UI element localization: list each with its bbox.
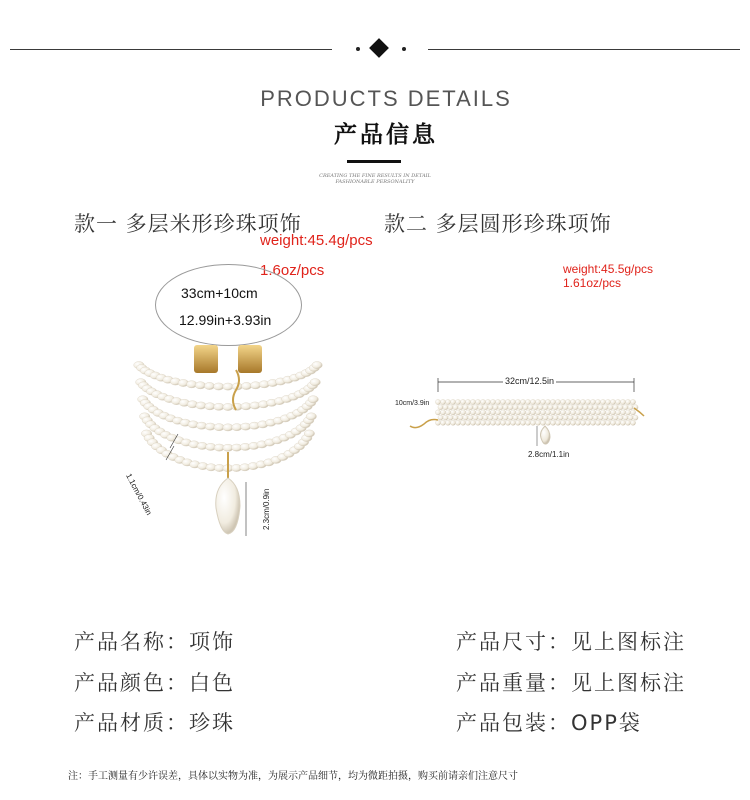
style-1-title: 款一 多层米形珍珠项饰 [74, 212, 302, 236]
style-1-weight: weight:45.4g/pcs [260, 232, 373, 249]
page-title-cn: 产品信息 [334, 122, 438, 148]
header-dot-left [356, 47, 360, 51]
style-1-size-in: 12.99in+3.93in [179, 312, 272, 328]
style-2-pendant-label: 2.8cm/1.1in [528, 450, 570, 459]
footnote: 注：手工测量有少许误差，具体以实物为准，为展示产品细节，均为微距拍摄，购买前请亲们注意尺寸 [68, 771, 518, 782]
style-2-title: 款二 多层圆形珍珠项饰 [384, 212, 612, 236]
style-1-weight-oz: 1.6oz/pcs [260, 262, 325, 279]
style-2-length-label: 32cm/12.5in [505, 376, 555, 386]
style-2-weight-oz: 1.61oz/pcs [563, 276, 622, 290]
spec-size: 产品尺寸：见上图标注 [456, 630, 686, 654]
style-1-width-label: 1.1cm/0.43in [124, 472, 154, 517]
decorative-caption: CREATING THE FINE RESULTS IN DETAIL FASHIONABLE PERSONALITY [319, 173, 431, 185]
style-2-extender-label: 10cm/3.9in [395, 400, 430, 407]
diamond-icon [369, 38, 389, 58]
style-2-weight: weight:45.5g/pcs [563, 262, 654, 276]
size-ellipse [155, 264, 302, 346]
spec-weight: 产品重量：见上图标注 [456, 671, 686, 695]
style-1-size-cm: 33cm+10cm [181, 285, 258, 301]
style-1-pendant-label: 2.3cm/0.9in [262, 488, 271, 530]
style-1-necklace-image [118, 340, 338, 550]
title-underline [347, 160, 401, 163]
header-rule-right [428, 49, 740, 50]
header-rule-left [10, 49, 332, 50]
spec-material: 产品材质：珍珠 [74, 711, 235, 735]
page-title-en: PRODUCTS DETAILS [260, 86, 512, 111]
spec-name: 产品名称：项饰 [74, 630, 235, 654]
header-dot-right [402, 47, 406, 51]
spec-packaging: 产品包装：OPP袋 [456, 711, 642, 735]
spec-color: 产品颜色：白色 [74, 671, 235, 695]
